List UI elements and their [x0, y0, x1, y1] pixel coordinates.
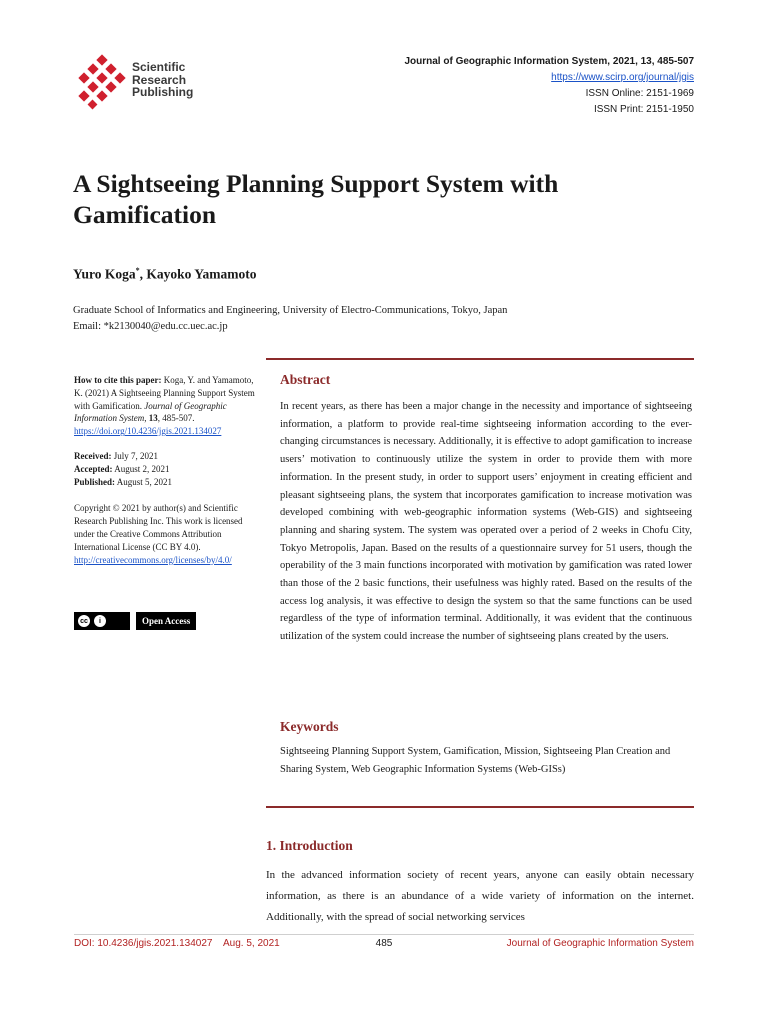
cite-comma: , — [144, 413, 149, 424]
author-separator: , — [139, 266, 147, 282]
article-sidebar — [74, 374, 264, 566]
cite-pages: , 485-507. — [157, 413, 195, 424]
cite-journal: Journal of Geographic Information System — [74, 400, 227, 424]
corresponding-mark: * — [135, 266, 140, 275]
introduction-text: In the advanced information society of recent years, anyone can easily obtain necessary information, as there is an abundance of a wide variety of information on the internet. Additionally, with the spread of social networking services — [266, 869, 694, 923]
license-badges — [74, 612, 196, 630]
publisher-name-line1: Scientific — [132, 60, 186, 74]
open-access-badge[interactable]: Open Access — [136, 612, 196, 630]
accepted-date: August 2, 2021 — [112, 463, 170, 474]
journal-url-link[interactable]: https://www.scirp.org/journal/jgis — [551, 72, 694, 83]
license-link[interactable]: http://creativecommons.org/licenses/by/4.0/ — [74, 554, 232, 565]
abstract-heading: Abstract — [280, 372, 331, 387]
doi-link[interactable]: https://doi.org/10.4236/jgis.2021.134027 — [74, 426, 222, 437]
received-label: Received: — [74, 450, 112, 461]
attribution-icon: i — [94, 615, 106, 627]
introduction-heading: 1. Introduction — [266, 838, 353, 853]
journal-citation: Journal of Geographic Information System, 2021, 13, 485-507 — [404, 56, 694, 67]
footer-doi-date: DOI: 10.4236/jgis.2021.134027 Aug. 5, 2021 — [74, 938, 280, 949]
publisher-name-line3: Publishing — [132, 85, 194, 99]
page-number: 485 — [375, 938, 393, 949]
author-1: Yuro Koga — [73, 266, 136, 282]
accepted-label: Accepted: — [74, 463, 113, 474]
publisher-logo-mark — [74, 54, 132, 112]
keywords-text: Sightseeing Planning Support System, Gamification, Mission, Sightseeing Plan Creation and Sharing System, Web Geographic Information Systems (Web-GISs) — [280, 746, 671, 775]
issn-print: ISSN Print: 2151-1950 — [593, 104, 694, 115]
cite-label: How to cite this paper: — [74, 375, 162, 385]
footer-journal: Journal of Geographic Information System — [506, 938, 694, 949]
journal-info — [404, 54, 694, 118]
cc-icon: cc — [78, 615, 90, 627]
cc-by-badge[interactable] — [74, 612, 130, 630]
keywords-heading: Keywords — [280, 719, 339, 734]
received-date: July 7, 2021 — [111, 450, 158, 461]
email: Email: *k2130040@edu.cc.uec.ac.jp — [73, 321, 228, 332]
cite-text: Koga, Y. and Yamamoto, K. (2021) A Sightseeing Planning Support System with Gamification. — [74, 375, 255, 411]
author-2: Kayoko Yamamoto — [146, 266, 257, 282]
publisher-name-line2: Research — [132, 72, 187, 87]
page-footer — [74, 938, 694, 954]
affiliation: Graduate School of Informatics and Engineering, University of Electro-Communications, Tokyo, Japan — [73, 305, 508, 316]
authors — [73, 266, 257, 283]
abstract-text: In recent years, as there has been a major change in the necessity and importance of sightseeing information, a platform to provide real-time sightseeing information according to the ever-changing circumstances is necessary. Additionally, it is effective to adopt gamification to increase users’ motivation to continuously utilize the system in order to provide them with more information. In the present study, in order to support users’ enjoyment in creating efficient and pleasant sightseeing plans, the system that incorporates gamification to increase motivation was developed combining with web-geographic information systems (Web-GIS) and sightseeing planning and sharing system. The system was operated over a period of 2 weeks in Chofu City, Tokyo Metropolis, Japan. Based on the results of a questionnaire survey for 51 users, though the operability of the 3 main functions incorporated with motivation by gamification was rated lower than those of the 2 basic functions, their usefulness was highly rated. Based on the results of the access log analysis, it was effective to design the system so that the same functions can be used regardless of the type of information terminal. Additionally, it was evident that the continuous utilization of the system could increase the number of sightseeing plans created by the users. — [280, 401, 692, 643]
keywords-rule-bottom — [266, 806, 694, 808]
copyright-text: Copyright © 2021 by author(s) and Scientific Research Publishing Inc. This work is licensed under the Creative Commons Attribution International License (CC BY 4.0). — [74, 503, 243, 552]
footer-rule — [74, 934, 694, 935]
copyright-block — [74, 502, 264, 566]
article-title: A Sightseeing Planning Support System with Gamification — [73, 169, 559, 229]
publisher-name — [132, 61, 193, 99]
cite-volume: 13 — [148, 413, 158, 424]
dates-block — [74, 450, 264, 488]
published-date: August 5, 2021 — [115, 476, 173, 487]
affiliation-block — [73, 303, 673, 334]
abstract-rule-top — [266, 358, 694, 360]
issn-online: ISSN Online: 2151-1969 — [585, 88, 694, 99]
published-label: Published: — [74, 476, 116, 487]
citation-block — [74, 374, 264, 438]
